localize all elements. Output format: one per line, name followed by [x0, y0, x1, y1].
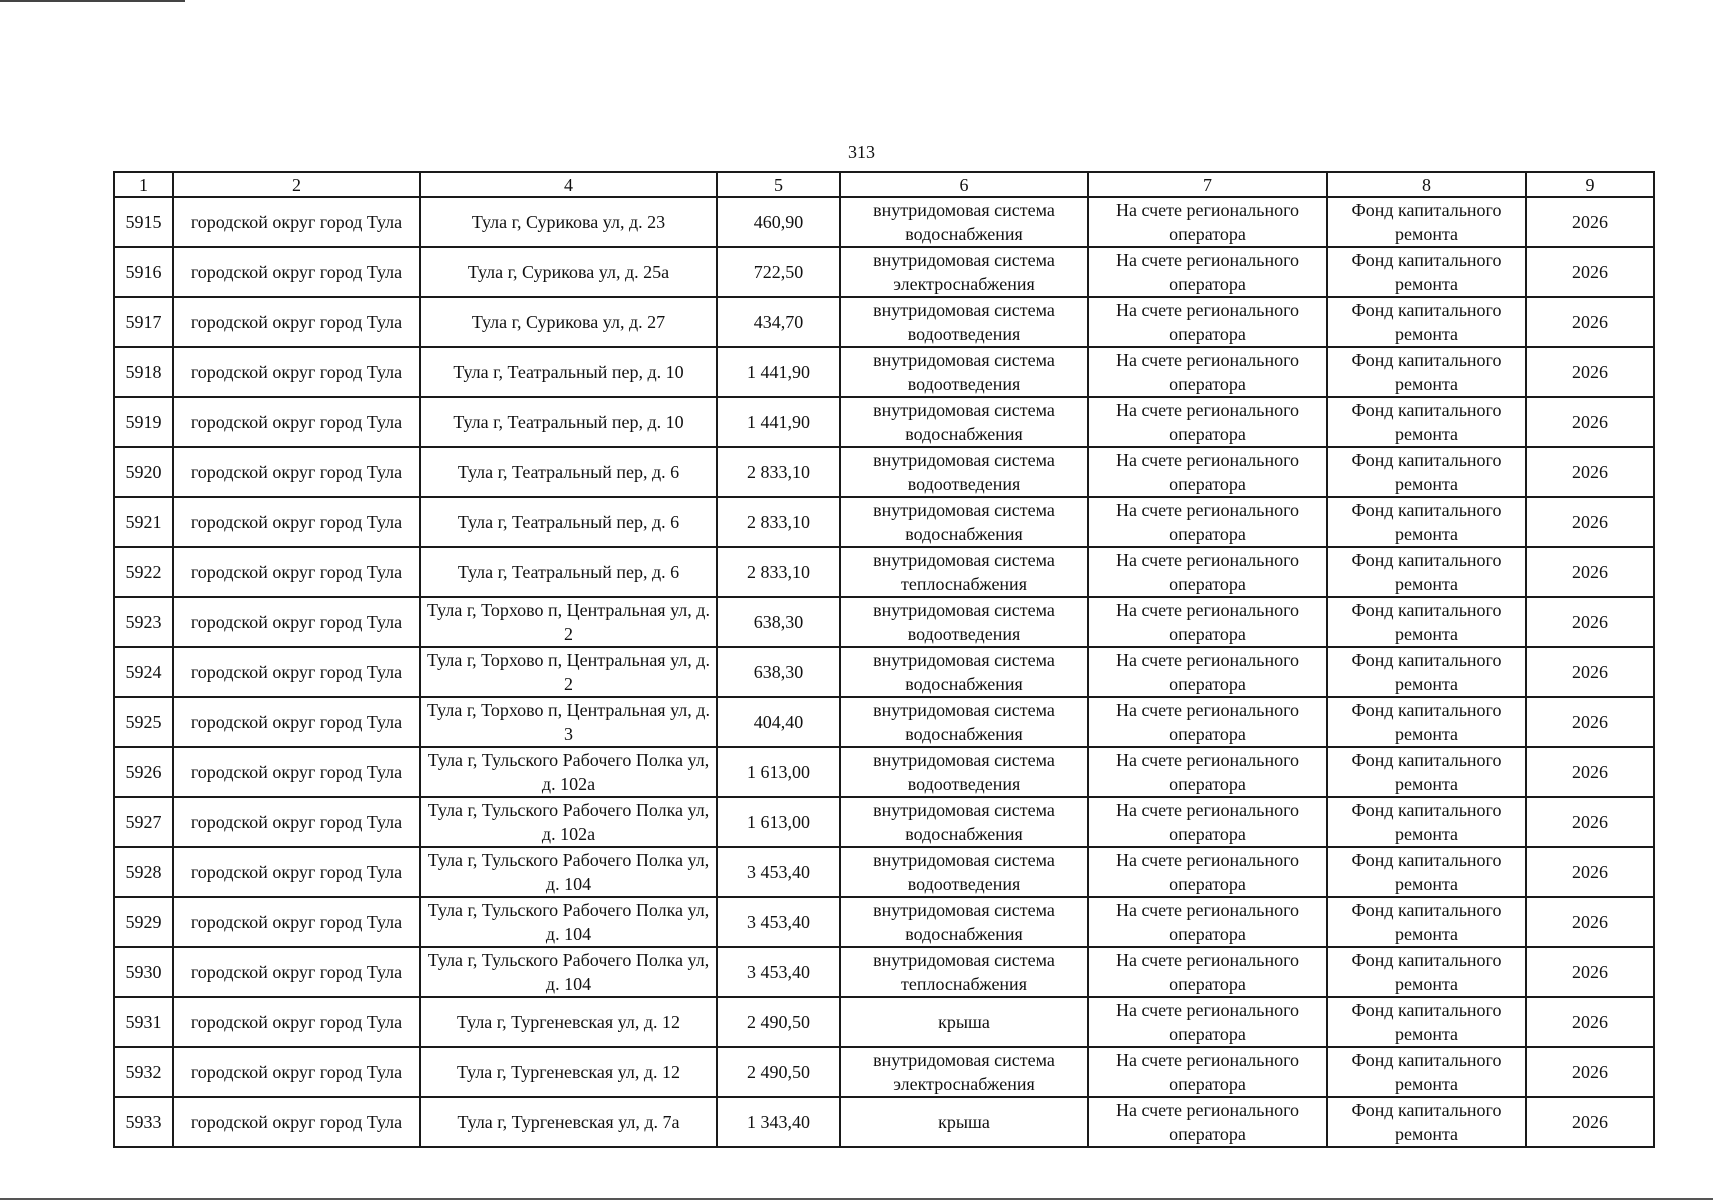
building-system-cell: внутридомовая система теплоснабжения — [840, 547, 1088, 597]
address-cell: Тула г, Театральный пер, д. 10 — [420, 397, 717, 447]
funding-source-cell: Фонд капитального ремонта — [1327, 447, 1526, 497]
row-number-cell: 5922 — [114, 547, 173, 597]
building-system-cell: внутридомовая система водоотведения — [840, 447, 1088, 497]
funding-source-cell: Фонд капитального ремонта — [1327, 247, 1526, 297]
row-number-cell: 5918 — [114, 347, 173, 397]
area-cell: 2 833,10 — [717, 547, 840, 597]
building-system-cell: внутридомовая система электроснабжения — [840, 247, 1088, 297]
table-row — [114, 847, 1654, 897]
row-number-cell: 5932 — [114, 1047, 173, 1097]
area-cell: 434,70 — [717, 297, 840, 347]
account-method-cell: На счете регионального оператора — [1088, 497, 1327, 547]
planned-year-cell: 2026 — [1526, 897, 1654, 947]
building-system-cell: внутридомовая система водоотведения — [840, 597, 1088, 647]
area-cell: 3 453,40 — [717, 897, 840, 947]
planned-year-cell: 2026 — [1526, 997, 1654, 1047]
account-method-cell: На счете регионального оператора — [1088, 647, 1327, 697]
planned-year-cell: 2026 — [1526, 1047, 1654, 1097]
funding-source-cell: Фонд капитального ремонта — [1327, 347, 1526, 397]
table-row — [114, 947, 1654, 997]
address-cell: Тула г, Торхово п, Центральная ул, д. 2 — [420, 597, 717, 647]
row-number-cell: 5931 — [114, 997, 173, 1047]
row-number-cell: 5920 — [114, 447, 173, 497]
account-method-cell: На счете регионального оператора — [1088, 697, 1327, 747]
municipality-cell: городской округ город Тула — [173, 697, 420, 747]
building-system-cell: внутридомовая система электроснабжения — [840, 1047, 1088, 1097]
area-cell: 3 453,40 — [717, 947, 840, 997]
area-cell: 1 613,00 — [717, 747, 840, 797]
account-method-cell: На счете регионального оператора — [1088, 997, 1327, 1047]
table-row — [114, 747, 1654, 797]
address-cell: Тула г, Тургеневская ул, д. 7а — [420, 1097, 717, 1147]
table-row — [114, 597, 1654, 647]
funding-source-cell: Фонд капитального ремонта — [1327, 297, 1526, 347]
area-cell: 1 441,90 — [717, 397, 840, 447]
planned-year-cell: 2026 — [1526, 1097, 1654, 1147]
table-row — [114, 347, 1654, 397]
page-number: 313 — [848, 142, 875, 162]
table-row — [114, 497, 1654, 547]
account-method-cell: На счете регионального оператора — [1088, 1097, 1327, 1147]
address-cell: Тула г, Сурикова ул, д. 27 — [420, 297, 717, 347]
municipality-cell: городской округ город Тула — [173, 847, 420, 897]
municipality-cell: городской округ город Тула — [173, 597, 420, 647]
planned-year-cell: 2026 — [1526, 947, 1654, 997]
address-cell: Тула г, Сурикова ул, д. 25а — [420, 247, 717, 297]
address-cell: Тула г, Театральный пер, д. 10 — [420, 347, 717, 397]
building-system-cell: внутридомовая система водоотведения — [840, 747, 1088, 797]
planned-year-cell: 2026 — [1526, 697, 1654, 747]
row-number-cell: 5925 — [114, 697, 173, 747]
planned-year-cell: 2026 — [1526, 747, 1654, 797]
row-number-cell: 5915 — [114, 197, 173, 247]
planned-year-cell: 2026 — [1526, 547, 1654, 597]
account-method-cell: На счете регионального оператора — [1088, 897, 1327, 947]
building-system-cell: внутридомовая система водоснабжения — [840, 697, 1088, 747]
scan-edge-top — [0, 0, 185, 2]
funding-source-cell: Фонд капитального ремонта — [1327, 647, 1526, 697]
address-cell: Тула г, Тургеневская ул, д. 12 — [420, 1047, 717, 1097]
table-row — [114, 697, 1654, 747]
table-row — [114, 397, 1654, 447]
area-cell: 638,30 — [717, 597, 840, 647]
area-cell: 2 833,10 — [717, 447, 840, 497]
address-cell: Тула г, Торхово п, Центральная ул, д. 2 — [420, 647, 717, 697]
funding-source-cell: Фонд капитального ремонта — [1327, 697, 1526, 747]
row-number-cell: 5928 — [114, 847, 173, 897]
row-number-cell: 5930 — [114, 947, 173, 997]
building-system-cell: внутридомовая система водоснабжения — [840, 397, 1088, 447]
area-cell: 460,90 — [717, 197, 840, 247]
municipality-cell: городской округ город Тула — [173, 497, 420, 547]
funding-source-cell: Фонд капитального ремонта — [1327, 797, 1526, 847]
funding-source-cell: Фонд капитального ремонта — [1327, 547, 1526, 597]
account-method-cell: На счете регионального оператора — [1088, 447, 1327, 497]
row-number-cell: 5929 — [114, 897, 173, 947]
account-method-cell: На счете регионального оператора — [1088, 397, 1327, 447]
account-method-cell: На счете регионального оператора — [1088, 547, 1327, 597]
funding-source-cell: Фонд капитального ремонта — [1327, 997, 1526, 1047]
funding-source-cell: Фонд капитального ремонта — [1327, 947, 1526, 997]
column-header: 5 — [717, 172, 840, 197]
address-cell: Тула г, Тульского Рабочего Полка ул, д. 102а — [420, 797, 717, 847]
table-row — [114, 897, 1654, 947]
funding-source-cell: Фонд капитального ремонта — [1327, 897, 1526, 947]
building-system-cell: внутридомовая система водоснабжения — [840, 197, 1088, 247]
table-body — [114, 172, 1654, 1147]
column-header: 4 — [420, 172, 717, 197]
area-cell: 1 441,90 — [717, 347, 840, 397]
area-cell: 1 343,40 — [717, 1097, 840, 1147]
table-row — [114, 447, 1654, 497]
column-header: 6 — [840, 172, 1088, 197]
address-cell: Тула г, Театральный пер, д. 6 — [420, 547, 717, 597]
planned-year-cell: 2026 — [1526, 597, 1654, 647]
funding-source-cell: Фонд капитального ремонта — [1327, 1047, 1526, 1097]
column-header: 1 — [114, 172, 173, 197]
area-cell: 404,40 — [717, 697, 840, 747]
funding-source-cell: Фонд капитального ремонта — [1327, 397, 1526, 447]
row-number-cell: 5926 — [114, 747, 173, 797]
address-cell: Тула г, Тульского Рабочего Полка ул, д. 104 — [420, 947, 717, 997]
account-method-cell: На счете регионального оператора — [1088, 1047, 1327, 1097]
account-method-cell: На счете регионального оператора — [1088, 947, 1327, 997]
row-number-cell: 5916 — [114, 247, 173, 297]
planned-year-cell: 2026 — [1526, 647, 1654, 697]
address-cell: Тула г, Театральный пер, д. 6 — [420, 447, 717, 497]
account-method-cell: На счете регионального оператора — [1088, 347, 1327, 397]
planned-year-cell: 2026 — [1526, 347, 1654, 397]
account-method-cell: На счете регионального оператора — [1088, 197, 1327, 247]
column-header: 9 — [1526, 172, 1654, 197]
municipality-cell: городской округ город Тула — [173, 947, 420, 997]
account-method-cell: На счете регионального оператора — [1088, 797, 1327, 847]
municipality-cell: городской округ город Тула — [173, 997, 420, 1047]
funding-source-cell: Фонд капитального ремонта — [1327, 197, 1526, 247]
address-cell: Тула г, Тульского Рабочего Полка ул, д. 104 — [420, 897, 717, 947]
building-system-cell: внутридомовая система водоснабжения — [840, 897, 1088, 947]
address-cell: Тула г, Театральный пер, д. 6 — [420, 497, 717, 547]
area-cell: 722,50 — [717, 247, 840, 297]
table-row — [114, 997, 1654, 1047]
municipality-cell: городской округ город Тула — [173, 797, 420, 847]
municipality-cell: городской округ город Тула — [173, 347, 420, 397]
address-cell: Тула г, Тульского Рабочего Полка ул, д. 102а — [420, 747, 717, 797]
municipality-cell: городской округ город Тула — [173, 397, 420, 447]
account-method-cell: На счете регионального оператора — [1088, 597, 1327, 647]
building-system-cell: внутридомовая система водоотведения — [840, 297, 1088, 347]
row-number-cell: 5923 — [114, 597, 173, 647]
area-cell: 1 613,00 — [717, 797, 840, 847]
table-row — [114, 1047, 1654, 1097]
planned-year-cell: 2026 — [1526, 197, 1654, 247]
area-cell: 2 490,50 — [717, 997, 840, 1047]
area-cell: 3 453,40 — [717, 847, 840, 897]
funding-source-cell: Фонд капитального ремонта — [1327, 847, 1526, 897]
building-system-cell: внутридомовая система водоснабжения — [840, 797, 1088, 847]
address-cell: Тула г, Тульского Рабочего Полка ул, д. 104 — [420, 847, 717, 897]
table-row — [114, 547, 1654, 597]
municipality-cell: городской округ город Тула — [173, 197, 420, 247]
building-system-cell: внутридомовая система теплоснабжения — [840, 947, 1088, 997]
table-row — [114, 1097, 1654, 1147]
row-number-cell: 5917 — [114, 297, 173, 347]
area-cell: 638,30 — [717, 647, 840, 697]
row-number-cell: 5924 — [114, 647, 173, 697]
account-method-cell: На счете регионального оператора — [1088, 747, 1327, 797]
planned-year-cell: 2026 — [1526, 297, 1654, 347]
column-header: 2 — [173, 172, 420, 197]
row-number-cell: 5921 — [114, 497, 173, 547]
municipality-cell: городской округ город Тула — [173, 297, 420, 347]
area-cell: 2 833,10 — [717, 497, 840, 547]
planned-year-cell: 2026 — [1526, 497, 1654, 547]
address-cell: Тула г, Сурикова ул, д. 23 — [420, 197, 717, 247]
funding-source-cell: Фонд капитального ремонта — [1327, 597, 1526, 647]
row-number-cell: 5927 — [114, 797, 173, 847]
address-cell: Тула г, Тургеневская ул, д. 12 — [420, 997, 717, 1047]
planned-year-cell: 2026 — [1526, 447, 1654, 497]
table-row — [114, 247, 1654, 297]
building-system-cell: внутридомовая система водоснабжения — [840, 647, 1088, 697]
municipality-cell: городской округ город Тула — [173, 1047, 420, 1097]
table-row — [114, 297, 1654, 347]
capital-repair-table — [113, 171, 1655, 1148]
address-cell: Тула г, Торхово п, Центральная ул, д. 3 — [420, 697, 717, 747]
building-system-cell: внутридомовая система водоотведения — [840, 347, 1088, 397]
funding-source-cell: Фонд капитального ремонта — [1327, 497, 1526, 547]
column-number-row — [114, 172, 1654, 197]
planned-year-cell: 2026 — [1526, 797, 1654, 847]
municipality-cell: городской округ город Тула — [173, 247, 420, 297]
table-row — [114, 797, 1654, 847]
municipality-cell: городской округ город Тула — [173, 647, 420, 697]
table-row — [114, 647, 1654, 697]
row-number-cell: 5933 — [114, 1097, 173, 1147]
planned-year-cell: 2026 — [1526, 247, 1654, 297]
building-system-cell: крыша — [840, 1097, 1088, 1147]
municipality-cell: городской округ город Тула — [173, 897, 420, 947]
account-method-cell: На счете регионального оператора — [1088, 847, 1327, 897]
building-system-cell: внутридомовая система водоснабжения — [840, 497, 1088, 547]
municipality-cell: городской округ город Тула — [173, 547, 420, 597]
municipality-cell: городской округ город Тула — [173, 747, 420, 797]
account-method-cell: На счете регионального оператора — [1088, 297, 1327, 347]
funding-source-cell: Фонд капитального ремонта — [1327, 1097, 1526, 1147]
column-header: 7 — [1088, 172, 1327, 197]
municipality-cell: городской округ город Тула — [173, 447, 420, 497]
building-system-cell: внутридомовая система водоотведения — [840, 847, 1088, 897]
planned-year-cell: 2026 — [1526, 397, 1654, 447]
municipality-cell: городской округ город Тула — [173, 1097, 420, 1147]
planned-year-cell: 2026 — [1526, 847, 1654, 897]
column-header: 8 — [1327, 172, 1526, 197]
row-number-cell: 5919 — [114, 397, 173, 447]
table-row — [114, 197, 1654, 247]
building-system-cell: крыша — [840, 997, 1088, 1047]
area-cell: 2 490,50 — [717, 1047, 840, 1097]
account-method-cell: На счете регионального оператора — [1088, 247, 1327, 297]
funding-source-cell: Фонд капитального ремонта — [1327, 747, 1526, 797]
